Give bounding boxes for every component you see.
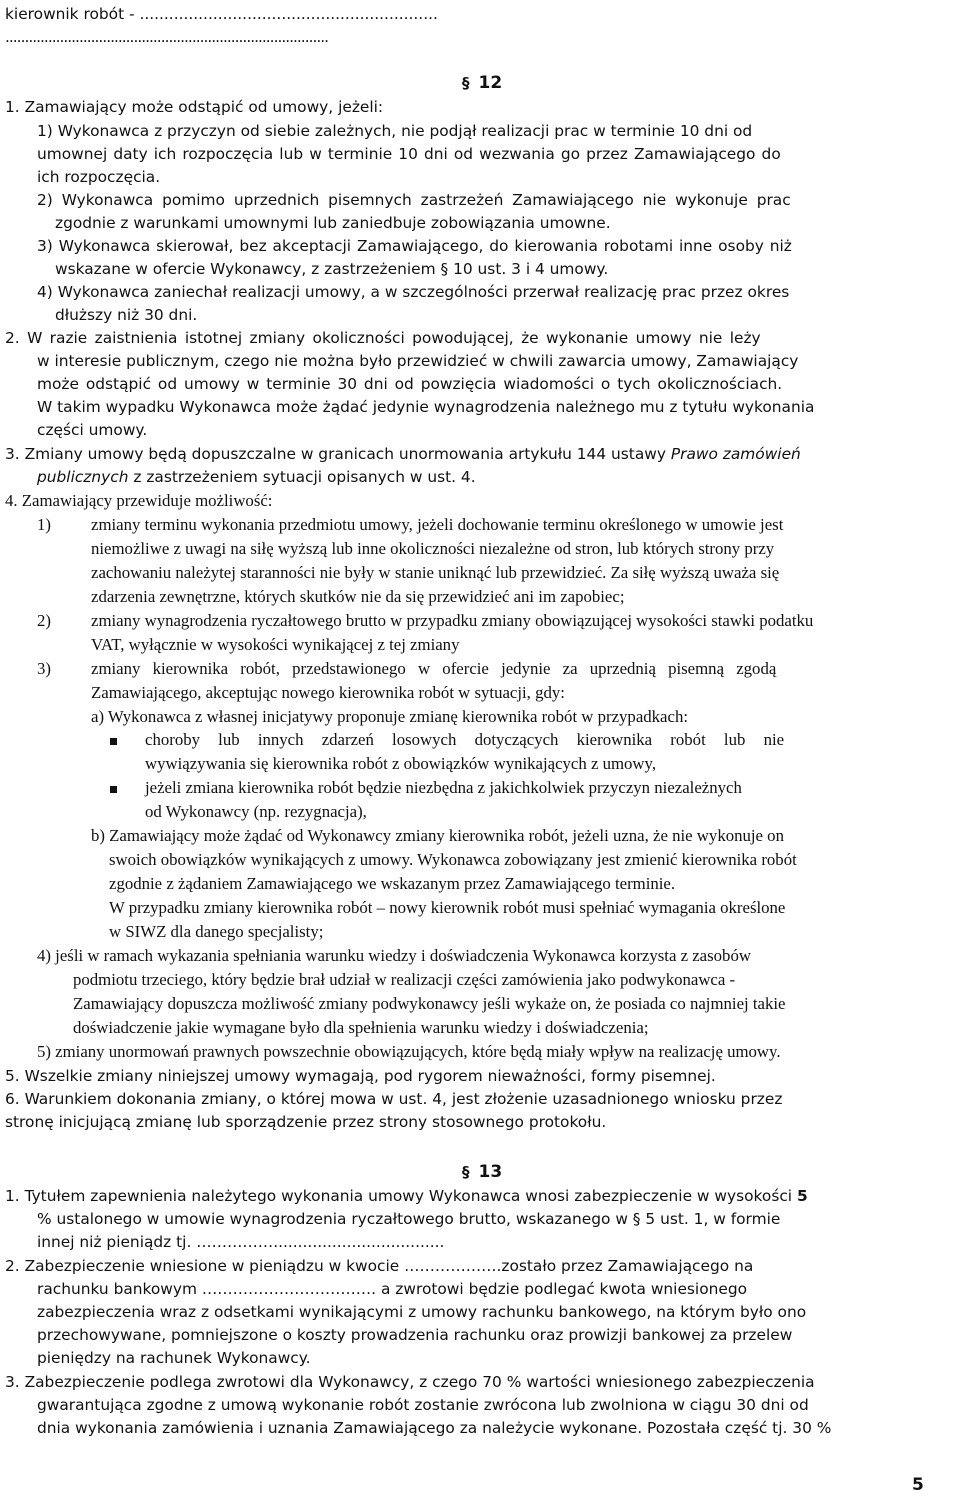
s12-p4-n4-line1: 4) jeśli w ramach wykazania spełniania warunku wiedzy i doświadczenia Wykonawca korzysta z zasobów bbox=[37, 946, 751, 965]
s12-p4-n1-line2: niemożliwe z uwagi na siłę wyższą lub inne okoliczności niezależne od stron, lub których strony przy bbox=[91, 539, 775, 558]
s12-p4-n2-line1: zmiany wynagrodzenia ryczałtowego brutto w przypadku zmiany obowiązującej wysokości stawki podatku bbox=[91, 611, 814, 630]
bullet-square-icon bbox=[110, 785, 117, 793]
s13-p3-line1: 3. Zabezpieczenie podlega zwrotowi dla Wykonawcy, z czego 70 % wartości wniesionego zabezpieczenia bbox=[5, 1373, 815, 1391]
s13-p2-line1: 2. Zabezpieczenie wniesione w pieniądzu w kwocie ……………….zostało przez Zamawiającego na bbox=[5, 1257, 754, 1275]
s12-p4-n1-num: 1) bbox=[37, 515, 51, 534]
header-line-2: ................................................................................... bbox=[5, 28, 329, 46]
s13-p1-line3: innej niż pieniądz tj. ……………................................... bbox=[37, 1233, 445, 1251]
s12-p4-n1-line4: zdarzenia zewnętrzne, których skutków nie da się przewidzieć ani im zapobiec; bbox=[91, 587, 625, 606]
s12-p4-option-b-line3: zgodnie z żądaniem Zamawiającego we wskazanym przez Zamawiającego terminie. bbox=[109, 874, 676, 893]
section-12-heading: § 12 bbox=[462, 73, 503, 93]
section-sign-icon: § bbox=[462, 1163, 470, 1181]
s12-p4-n1-line3: zachowaniu należytej staranności nie były w stanie uniknąć lub przewidzieć. Za siłę wyższą uważa się bbox=[91, 563, 780, 582]
s12-p3-line2: publicznych z zastrzeżeniem sytuacji opisanych w ust. 4. bbox=[37, 468, 476, 486]
s12-p1-item4-line1: 4) Wykonawca zaniechał realizacji umowy, a w szczególności przerwał realizację prac przez okres bbox=[37, 283, 790, 301]
page-number: 5 bbox=[912, 1475, 924, 1495]
section-sign-icon: § bbox=[462, 74, 470, 92]
s12-p1-item1-line2: umownej daty ich rozpoczęcia lub w terminie 10 dni od wezwania go przez Zamawiającego do bbox=[37, 145, 781, 163]
s12-p4-n3-line1: zmiany kierownika robót, przedstawionego w ofercie jedynie za uprzednią pisemną zgodą bbox=[91, 659, 777, 678]
s12-p4-option-a: a) Wykonawca z własnej inicjatywy proponuje zmianę kierownika robót w przypadkach: bbox=[91, 707, 689, 726]
bullet-square-icon bbox=[110, 737, 117, 745]
s12-p4-n4-line4: doświadczenie jakie wymagane było dla spełnienia warunku wiedzy i doświadczenia; bbox=[73, 1018, 649, 1037]
s12-p4-bullet2-line2: od Wykonawcy (np. rezygnacja), bbox=[145, 802, 367, 821]
s13-p1-line1: 1. Tytułem zapewnienia należytego wykonania umowy Wykonawca wnosi zabezpieczenie w wysokości 5 bbox=[5, 1187, 808, 1205]
s12-p4-n3-line2: Zamawiającego, akceptując nowego kierownika robót w sytuacji, gdy: bbox=[91, 683, 565, 702]
s13-p2-line2: rachunku bankowym ……………………………. a zwrotowi będzie podlegać kwota wniesionego bbox=[37, 1280, 748, 1298]
s12-p2-line1: 2. W razie zaistnienia istotnej zmiany okoliczności powodującej, że wykonanie umowy nie leży bbox=[5, 329, 761, 347]
s13-p3-line2: gwarantująca zgodne z umową wykonanie robót zostanie zwrócona lub zwolniona w ciągu 30 dni od bbox=[37, 1396, 809, 1414]
header-line-1: kierownik robót - ............................................................. bbox=[5, 5, 438, 23]
s12-p4-bullet1-line1: choroby lub innych zdarzeń losowych dotyczących kierownika robót lub nie bbox=[145, 730, 785, 749]
s13-p3-line3: dnia wykonania zamówienia i uznania Zamawiającego za należycie wykonane. Pozostała część tj. 30 % bbox=[37, 1419, 832, 1437]
s12-p4-w-line1: W przypadku zmiany kierownika robót – nowy kierownik robót musi spełniać wymagania określone bbox=[109, 898, 786, 917]
s12-p4-n2-line2: VAT, wyłącznie w wysokości wynikającej z tej zmiany bbox=[91, 635, 460, 654]
s12-p1-item2-line2: zgodnie z warunkami umownymi lub zaniedbuje zobowiązania umowne. bbox=[55, 214, 611, 232]
s12-p4-option-b-line1: b) Zamawiający może żądać od Wykonawcy zmiany kierownika robót, jeżeli uzna, że nie wykonuje on bbox=[91, 826, 784, 845]
s12-p4-n3-num: 3) bbox=[37, 659, 51, 678]
section-13-heading: § 13 bbox=[462, 1162, 503, 1182]
s12-p2-line3: może odstąpić od umowy w terminie 30 dni od powzięcia wiadomości o tych okolicznościach. bbox=[37, 375, 783, 393]
s12-p4-n4-line3: Zamawiający dopuszcza możliwość zmiany podwykonawcy jeśli wykaże on, że posiada co najmniej takie bbox=[73, 994, 786, 1013]
s12-p2-line4: W takim wypadku Wykonawca może żądać jedynie wynagrodzenia należnego mu z tytułu wykonania bbox=[37, 398, 815, 416]
s13-p2-line4: przechowywane, pomniejszone o koszty prowadzenia rachunku oraz prowizji bankowej za przelew bbox=[37, 1326, 793, 1344]
s12-p5: 5. Wszelkie zmiany niniejszej umowy wymagają, pod rygorem nieważności, formy pisemnej. bbox=[5, 1067, 716, 1085]
s12-p4-bullet1-line2: wywiązywania się kierownika robót z obowiązków wynikających z umowy, bbox=[145, 754, 657, 773]
s12-p6-line1: 6. Warunkiem dokonania zmiany, o której mowa w ust. 4, jest złożenie uzasadnionego wniosku przez bbox=[5, 1090, 783, 1108]
s12-p4-n2-num: 2) bbox=[37, 611, 51, 630]
s12-p4-lead: 4. Zamawiający przewiduje możliwość: bbox=[5, 491, 273, 510]
s12-p4-option-b-line2: swoich obowiązków wynikających z umowy. Wykonawca zobowiązany jest zmienić kierownika robót bbox=[109, 850, 797, 869]
s12-p4-w-line2: w SIWZ dla danego specjalisty; bbox=[109, 922, 324, 941]
s12-p4-bullet2-line1: jeżeli zmiana kierownika robót będzie niezbędna z jakichkolwiek przyczyn niezależnych bbox=[145, 778, 742, 797]
s12-p1-item4-line2: dłuższy niż 30 dni. bbox=[55, 306, 198, 324]
s12-p1-lead: 1. Zamawiający może odstąpić od umowy, jeżeli: bbox=[5, 98, 384, 116]
s12-p2-line2: w interesie publicznym, czego nie można było przewidzieć w chwili zawarcia umowy, Zamawiający bbox=[37, 352, 799, 370]
s12-p4-n4-line2: podmiotu trzeciego, który będzie brał udział w realizacji części zamówienia jako podwykonawca - bbox=[73, 970, 736, 989]
s12-p1-item3-line2: wskazane w ofercie Wykonawcy, z zastrzeżeniem § 10 ust. 3 i 4 umowy. bbox=[55, 260, 609, 278]
s13-p2-line3: zabezpieczenia wraz z odsetkami wynikającymi z umowy rachunku bankowego, na którym było ono bbox=[37, 1303, 807, 1321]
s12-p4-n1-line1: zmiany terminu wykonania przedmiotu umowy, jeżeli dochowanie terminu określonego w umowie jest bbox=[91, 515, 784, 534]
s12-p3-line1: 3. Zmiany umowy będą dopuszczalne w granicach unormowania artykułu 144 ustawy Prawo zamówień bbox=[5, 445, 801, 463]
s12-p4-n5: 5) zmiany unormowań prawnych powszechnie obowiązujących, które będą miały wpływ na realizację umowy. bbox=[37, 1042, 781, 1061]
s12-p6-line2: stronę inicjującą zmianę lub sporządzenie przez strony stosownego protokołu. bbox=[5, 1113, 607, 1131]
s13-p2-line5: pieniędzy na rachunek Wykonawcy. bbox=[37, 1349, 311, 1367]
s12-p2-line5: części umowy. bbox=[37, 421, 148, 439]
s12-p1-item3-line1: 3) Wykonawca skierował, bez akceptacji Zamawiającego, do kierowania robotami inne osoby niż bbox=[37, 237, 792, 255]
s13-p1-line2: % ustalonego w umowie wynagrodzenia ryczałtowego brutto, wskazanego w § 5 ust. 1, w formie bbox=[37, 1210, 781, 1228]
s12-p1-item1-line3: ich rozpoczęcia. bbox=[37, 168, 161, 186]
s12-p1-item1-line1: 1) Wykonawca z przyczyn od siebie zależnych, nie podjął realizacji prac w terminie 10 dni od bbox=[37, 122, 753, 140]
s12-p1-item2-line1: 2) Wykonawca pomimo uprzednich pisemnych zastrzeżeń Zamawiającego nie wykonuje prac bbox=[37, 191, 791, 209]
